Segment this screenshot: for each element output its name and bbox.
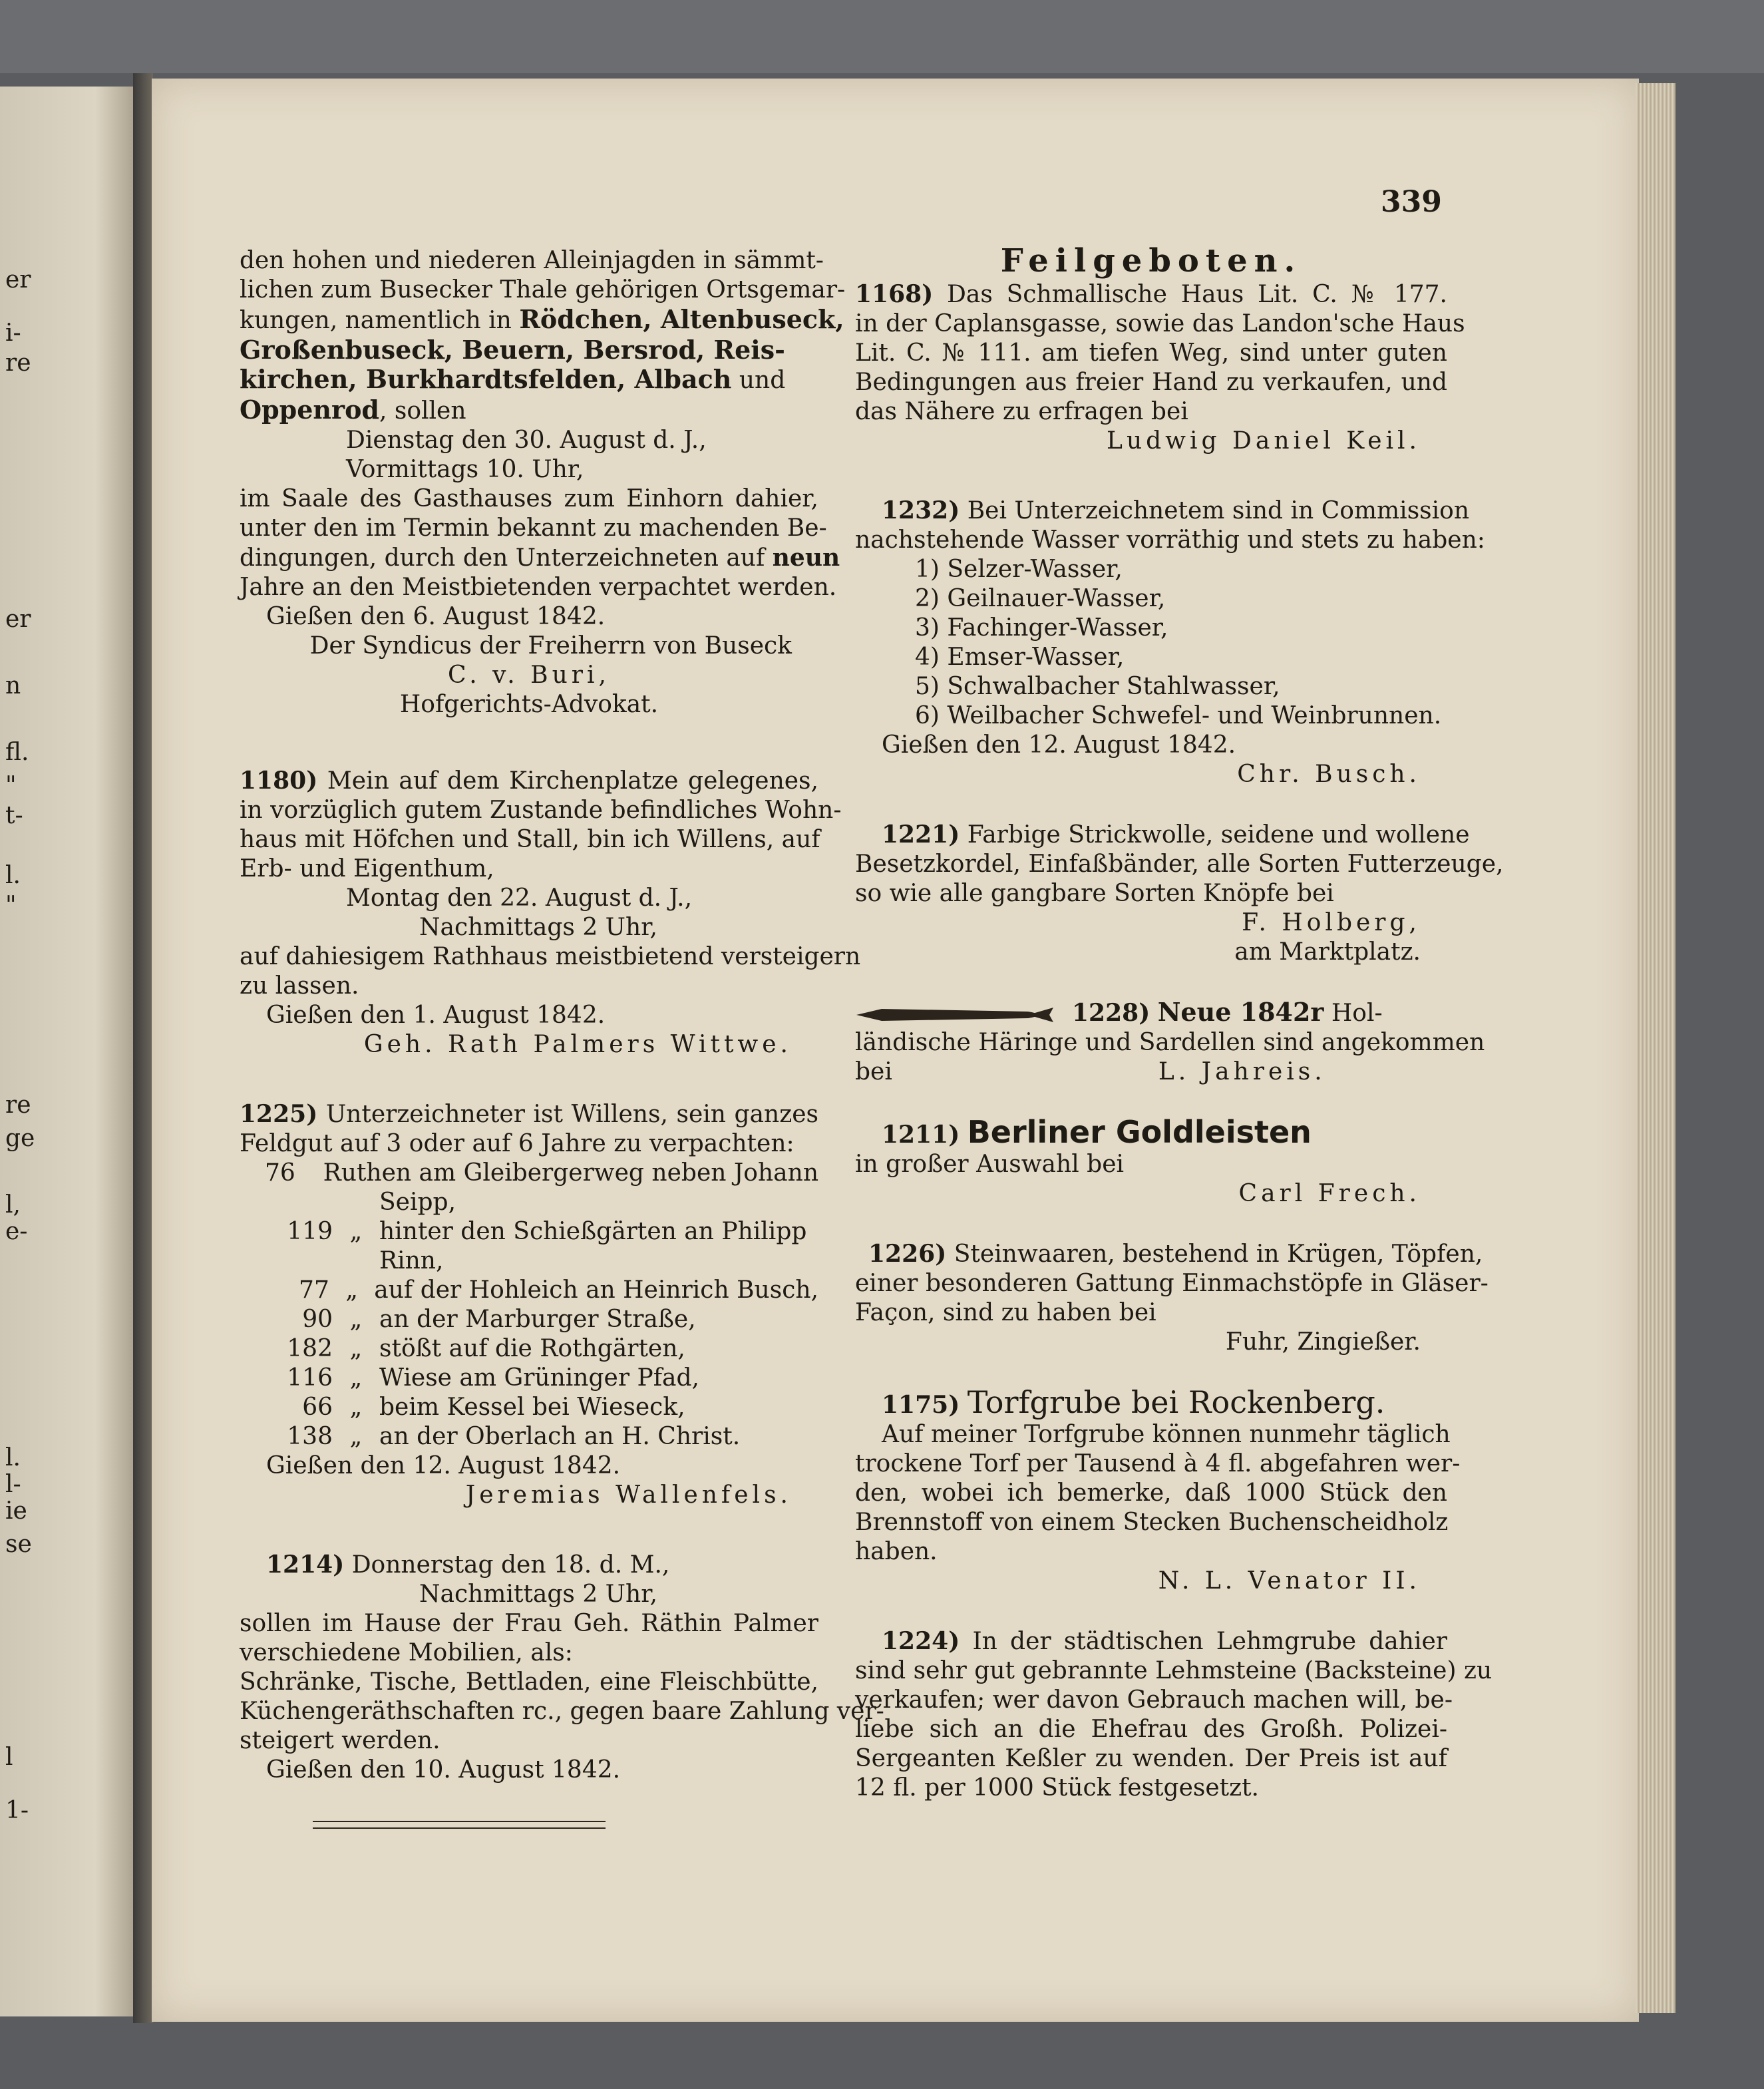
auction-date: Dienstag den 30. August d. J., <box>346 427 707 454</box>
left-page-fragment: ie <box>5 1497 27 1525</box>
text-line: Brennstoff von einem Stecken Buchenscheidholz <box>855 1509 1449 1536</box>
ad-number: 1226) <box>868 1240 947 1268</box>
row-quantity: 66 <box>302 1394 333 1421</box>
signature: Geh. Rath Palmers Wittwe. <box>363 1031 792 1058</box>
text-line: im Saale des Gasthauses zum Einhorn dahier, <box>240 485 818 512</box>
row-description: Ruthen am Gleibergerweg neben Johann <box>323 1159 818 1187</box>
field-table <box>240 1159 818 1451</box>
text-line: verschiedene Mobilien, als: <box>240 1639 573 1666</box>
left-page-fragment: fl. <box>5 739 29 766</box>
ditto-mark <box>333 1188 379 1217</box>
row-quantity: 116 <box>287 1364 333 1392</box>
ad-headline: Berliner Goldleisten <box>967 1114 1312 1150</box>
ad-1226-stoneware <box>855 1239 1489 1357</box>
table-row <box>240 1393 818 1422</box>
table-row <box>240 1305 818 1334</box>
scan-backdrop <box>0 0 1764 73</box>
text-line: in vorzüglich gutem Zustande befindliches Wohn- <box>240 797 842 824</box>
text-line: kirchen, Burkhardtsfelden, Albach und <box>240 364 786 394</box>
ad-number: 1180) <box>240 767 318 795</box>
place-date: Gießen den 6. August 1842. <box>266 603 606 630</box>
table-row <box>240 1334 818 1364</box>
place-names: Rödchen, Altenbuseck, <box>519 304 844 334</box>
left-column <box>240 246 884 1815</box>
text-line: Auf meiner Torfgrube können nunmehr täglich <box>882 1421 1451 1448</box>
place-date: Gießen den 1. August 1842. <box>266 1002 606 1029</box>
left-page-fragment: e- <box>5 1218 28 1245</box>
left-page-fragment: l. <box>5 1444 21 1471</box>
auction-time: Vormittags 10. Uhr, <box>346 456 584 483</box>
text-line: trockene Torf per Tausend à 4 fl. abgefahren wer- <box>855 1450 1461 1477</box>
signature: Jeremias Wallenfels. <box>465 1481 792 1509</box>
left-page-fragment: l- <box>5 1471 21 1498</box>
row-description: an der Oberlach an H. Christ. <box>379 1423 741 1450</box>
text-line: 1228) Neue 1842r Hol- <box>855 998 1447 1028</box>
row-quantity: 77 <box>299 1276 329 1304</box>
auction-time: Nachmittags 2 Uhr, <box>419 914 657 941</box>
text-line: 12 fl. per 1000 Stück festgesetzt. <box>855 1774 1259 1802</box>
ad-1221-haberdashery <box>855 820 1504 967</box>
row-description: auf der Hohleich an Heinrich Busch, <box>374 1276 818 1304</box>
place-date: Gießen den 12. August 1842. <box>266 1452 621 1479</box>
book-gutter <box>133 73 153 2023</box>
text-line: Oppenrod, sollen <box>240 395 466 425</box>
ditto-mark: „ <box>349 1394 363 1421</box>
text-line: 1225) Unterzeichneter ist Willens, sein ganzes <box>240 1100 818 1128</box>
ad-1228-herring <box>855 997 1485 1087</box>
left-page-fragment: 1- <box>5 1797 29 1824</box>
row-quantity: 138 <box>287 1423 333 1450</box>
ad-1168-house-sale <box>855 280 1465 456</box>
ditto-mark: „ <box>349 1423 363 1450</box>
ad-1211-picture-frames <box>855 1114 1447 1209</box>
text-line: 1221) Farbige Strickwolle, seidene und wollene <box>882 821 1470 849</box>
row-description: beim Kessel bei Wieseck, <box>379 1394 685 1421</box>
ditto-mark: „ <box>349 1335 363 1362</box>
text-line: steigert werden. <box>240 1727 441 1754</box>
ad-number: 1221) <box>882 821 960 849</box>
table-row <box>240 1246 818 1276</box>
place-date: Gießen den 10. August 1842. <box>266 1756 621 1784</box>
ad-number: 1228) <box>1072 999 1150 1027</box>
text-line: den hohen und niederen Alleinjagden in sämmt- <box>240 247 824 274</box>
ad-1175-peat <box>855 1384 1461 1596</box>
text-line: 1232) Bei Unterzeichnetem sind in Commission <box>882 496 1470 524</box>
text-line: bei L. Jahreis. <box>855 1058 1326 1085</box>
text-line: einer besonderen Gattung Einmachstöpfe in Gläser- <box>855 1270 1489 1297</box>
signature: am Marktplatz. <box>1234 938 1421 966</box>
text-line: 1214) Donnerstag den 18. d. M., <box>266 1551 670 1579</box>
ad-hunting-lease <box>240 246 846 719</box>
ad-number: 1168) <box>855 280 934 308</box>
table-row <box>240 1217 818 1246</box>
signature: Hofgerichts-Advokat. <box>399 691 659 718</box>
text-line: sind sehr gut gebrannte Lehmsteine (Backsteine) zu <box>855 1657 1493 1684</box>
text-line: haus mit Höfchen und Stall, bin ich Willens, auf <box>240 826 820 853</box>
left-page-fragment: l. <box>5 862 21 889</box>
table-row <box>240 1159 818 1188</box>
row-quantity <box>240 1246 333 1276</box>
text-line: Façon, sind zu haben bei <box>855 1299 1156 1326</box>
text-line: Lit. C. № 111. am tiefen Weg, sind unter guten <box>855 339 1447 367</box>
auction-date: Montag den 22. August d. J., <box>346 884 693 912</box>
left-page-fragment: " <box>5 892 17 919</box>
ditto-mark: „ <box>349 1218 363 1245</box>
text-line: lichen zum Busecker Thale gehörigen Ortsgemar- <box>240 276 846 303</box>
ad-1232-mineral-water <box>855 496 1485 789</box>
herring-icon <box>855 1006 1055 1024</box>
left-page-fragment: re <box>5 1091 31 1119</box>
list-item: 5) Schwalbacher Stahlwasser, <box>915 673 1280 700</box>
ad-number: 1232) <box>882 496 960 524</box>
list-item: 3) Fachinger-Wasser, <box>915 614 1168 642</box>
text-line: 1180) Mein auf dem Kirchenplatze gelegenes, <box>240 767 818 795</box>
left-page-fragment: se <box>5 1531 32 1558</box>
row-quantity: 119 <box>287 1218 333 1245</box>
row-description: Seipp, <box>379 1189 456 1216</box>
row-quantity: 76 <box>264 1159 295 1187</box>
signature: Ludwig Daniel Keil. <box>1107 427 1421 455</box>
ad-number: 1175) <box>882 1391 960 1419</box>
ditto-mark: „ <box>345 1276 358 1304</box>
row-quantity: 90 <box>302 1306 333 1333</box>
left-page-fragment: i- <box>5 319 21 347</box>
row-quantity <box>240 1188 333 1217</box>
place-names: Großenbuseck, Beuern, Bersrod, Reis- <box>240 335 785 365</box>
row-description: hinter den Schießgärten an Philipp <box>379 1218 807 1245</box>
text-line: Erb- und Eigenthum, <box>240 855 494 882</box>
right-column <box>855 242 1504 1833</box>
signature: L. Jahreis. <box>1158 1058 1326 1085</box>
text-line: nachstehende Wasser vorräthig und stets zu haben: <box>855 526 1485 554</box>
text-line: Küchengeräthschaften rc., gegen baare Zahlung ver- <box>240 1698 884 1725</box>
table-row <box>240 1276 818 1305</box>
ditto-mark: „ <box>349 1364 363 1392</box>
left-page-fragment: ge <box>5 1125 35 1152</box>
left-page-fragment: l, <box>5 1191 21 1219</box>
text-line <box>855 1384 1447 1420</box>
ditto-mark: „ <box>349 1306 363 1333</box>
signature: Chr. Busch. <box>1237 761 1421 788</box>
text-line: sollen im Hause der Frau Geh. Räthin Palmer <box>240 1610 818 1637</box>
ditto-mark <box>333 1246 379 1276</box>
text-line: den, wobei ich bemerke, daß 1000 Stück den <box>855 1479 1447 1507</box>
text-line: so wie alle gangbare Sorten Knöpfe bei <box>855 880 1334 907</box>
signature: Fuhr, Zingießer. <box>1225 1328 1421 1356</box>
text-line: kungen, namentlich in Rödchen, Altenbuseck, <box>240 304 844 334</box>
list-item: 4) Emser-Wasser, <box>915 644 1125 671</box>
text-line: unter den im Termin bekannt zu machenden Be- <box>240 514 827 542</box>
left-page-fragment: re <box>5 349 31 377</box>
ad-number: 1211) <box>882 1121 960 1149</box>
signature: N. L. Venator II. <box>1158 1567 1421 1595</box>
row-description: stößt auf die Rothgärten, <box>379 1335 685 1362</box>
auction-time: Nachmittags 2 Uhr, <box>419 1581 657 1608</box>
list-item: 1) Selzer-Wasser, <box>915 556 1123 583</box>
list-item: 6) Weilbacher Schwefel- und Weinbrunnen. <box>915 702 1442 729</box>
list-item: 2) Geilnauer-Wasser, <box>915 585 1166 612</box>
row-description: Rinn, <box>379 1247 444 1274</box>
left-page-fragment: n <box>5 672 21 699</box>
ad-1180-house-auction <box>240 766 861 1059</box>
signature: Carl Frech. <box>1238 1180 1421 1207</box>
text-line: 1224) In der städtischen Lehmgrube dahier <box>882 1627 1447 1655</box>
text-line: in der Caplansgasse, sowie das Landon'sche Haus <box>855 310 1465 337</box>
section-heading: Feilgeboten. <box>1000 242 1302 280</box>
ad-number: 1214) <box>266 1551 345 1579</box>
page-stack-edge <box>1636 83 1676 2013</box>
place-date: Gießen den 12. August 1842. <box>882 731 1236 759</box>
ad-1214-furniture-auction <box>240 1550 884 1785</box>
row-description: an der Marburger Straße, <box>379 1306 696 1333</box>
text-line: auf dahiesigem Rathhaus meistbietend versteigern <box>240 943 861 970</box>
text-line: 1226) Steinwaaren, bestehend in Krügen, Töpfen, <box>868 1240 1483 1268</box>
row-description: Wiese am Grüninger Pfad, <box>379 1364 699 1392</box>
ad-number: 1224) <box>882 1627 960 1655</box>
text-line: dingungen, durch den Unterzeichneten auf neun <box>240 544 840 572</box>
text-line: Jahre an den Meistbietenden verpachtet werden. <box>240 574 837 601</box>
ad-headline: Torfgrube bei Rockenberg. <box>967 1384 1385 1420</box>
left-page-edge <box>0 87 136 2016</box>
text-line: ländische Häringe und Sardellen sind angekommen <box>855 1029 1485 1056</box>
text-line: Bedingungen aus freier Hand zu verkaufen, und <box>855 369 1447 396</box>
closing-rule <box>313 1821 606 1829</box>
left-page-fragment: l <box>5 1744 13 1771</box>
ditto-mark <box>295 1159 323 1188</box>
text-line: zu lassen. <box>240 972 359 1000</box>
table-row <box>240 1422 818 1451</box>
left-page-fragment: er <box>5 606 31 633</box>
left-page-fragment: t- <box>5 802 23 829</box>
text-line: Besetzkordel, Einfaßbänder, alle Sorten Futterzeuge, <box>855 851 1504 878</box>
text-line: liebe sich an die Ehefrau des Großh. Polizei- <box>855 1716 1447 1743</box>
signature: C. v. Buri, <box>448 662 610 689</box>
text-line: Schränke, Tische, Bettladen, eine Fleischbütte, <box>240 1668 818 1696</box>
row-quantity: 182 <box>287 1335 333 1362</box>
text-line: verkaufen; wer davon Gebrauch machen will, be- <box>855 1686 1453 1714</box>
ad-number: 1225) <box>240 1100 318 1128</box>
text-line: Feldgut auf 3 oder auf 6 Jahre zu verpachten: <box>240 1130 794 1157</box>
signature: Der Syndicus der Freiherrn von Buseck <box>309 632 792 660</box>
text-line: haben. <box>855 1538 938 1565</box>
table-row <box>240 1188 818 1217</box>
page-number: 339 <box>1381 185 1442 219</box>
left-page-fragment: er <box>5 266 31 293</box>
text-line: in großer Auswahl bei <box>855 1151 1125 1178</box>
signature: F. Holberg, <box>1242 909 1421 936</box>
ad-1225-field-lease <box>240 1099 818 1510</box>
text-line: das Nähere zu erfragen bei <box>855 398 1188 425</box>
table-row <box>240 1364 818 1393</box>
text-line: Sergeanten Keßler zu wenden. Der Preis ist auf <box>855 1745 1447 1772</box>
ad-1224-bricks <box>855 1626 1493 1803</box>
text-line <box>855 1114 1447 1150</box>
text-line: 1168) Das Schmallische Haus Lit. C. № 177. <box>855 280 1447 308</box>
left-page-fragment: " <box>5 772 17 799</box>
